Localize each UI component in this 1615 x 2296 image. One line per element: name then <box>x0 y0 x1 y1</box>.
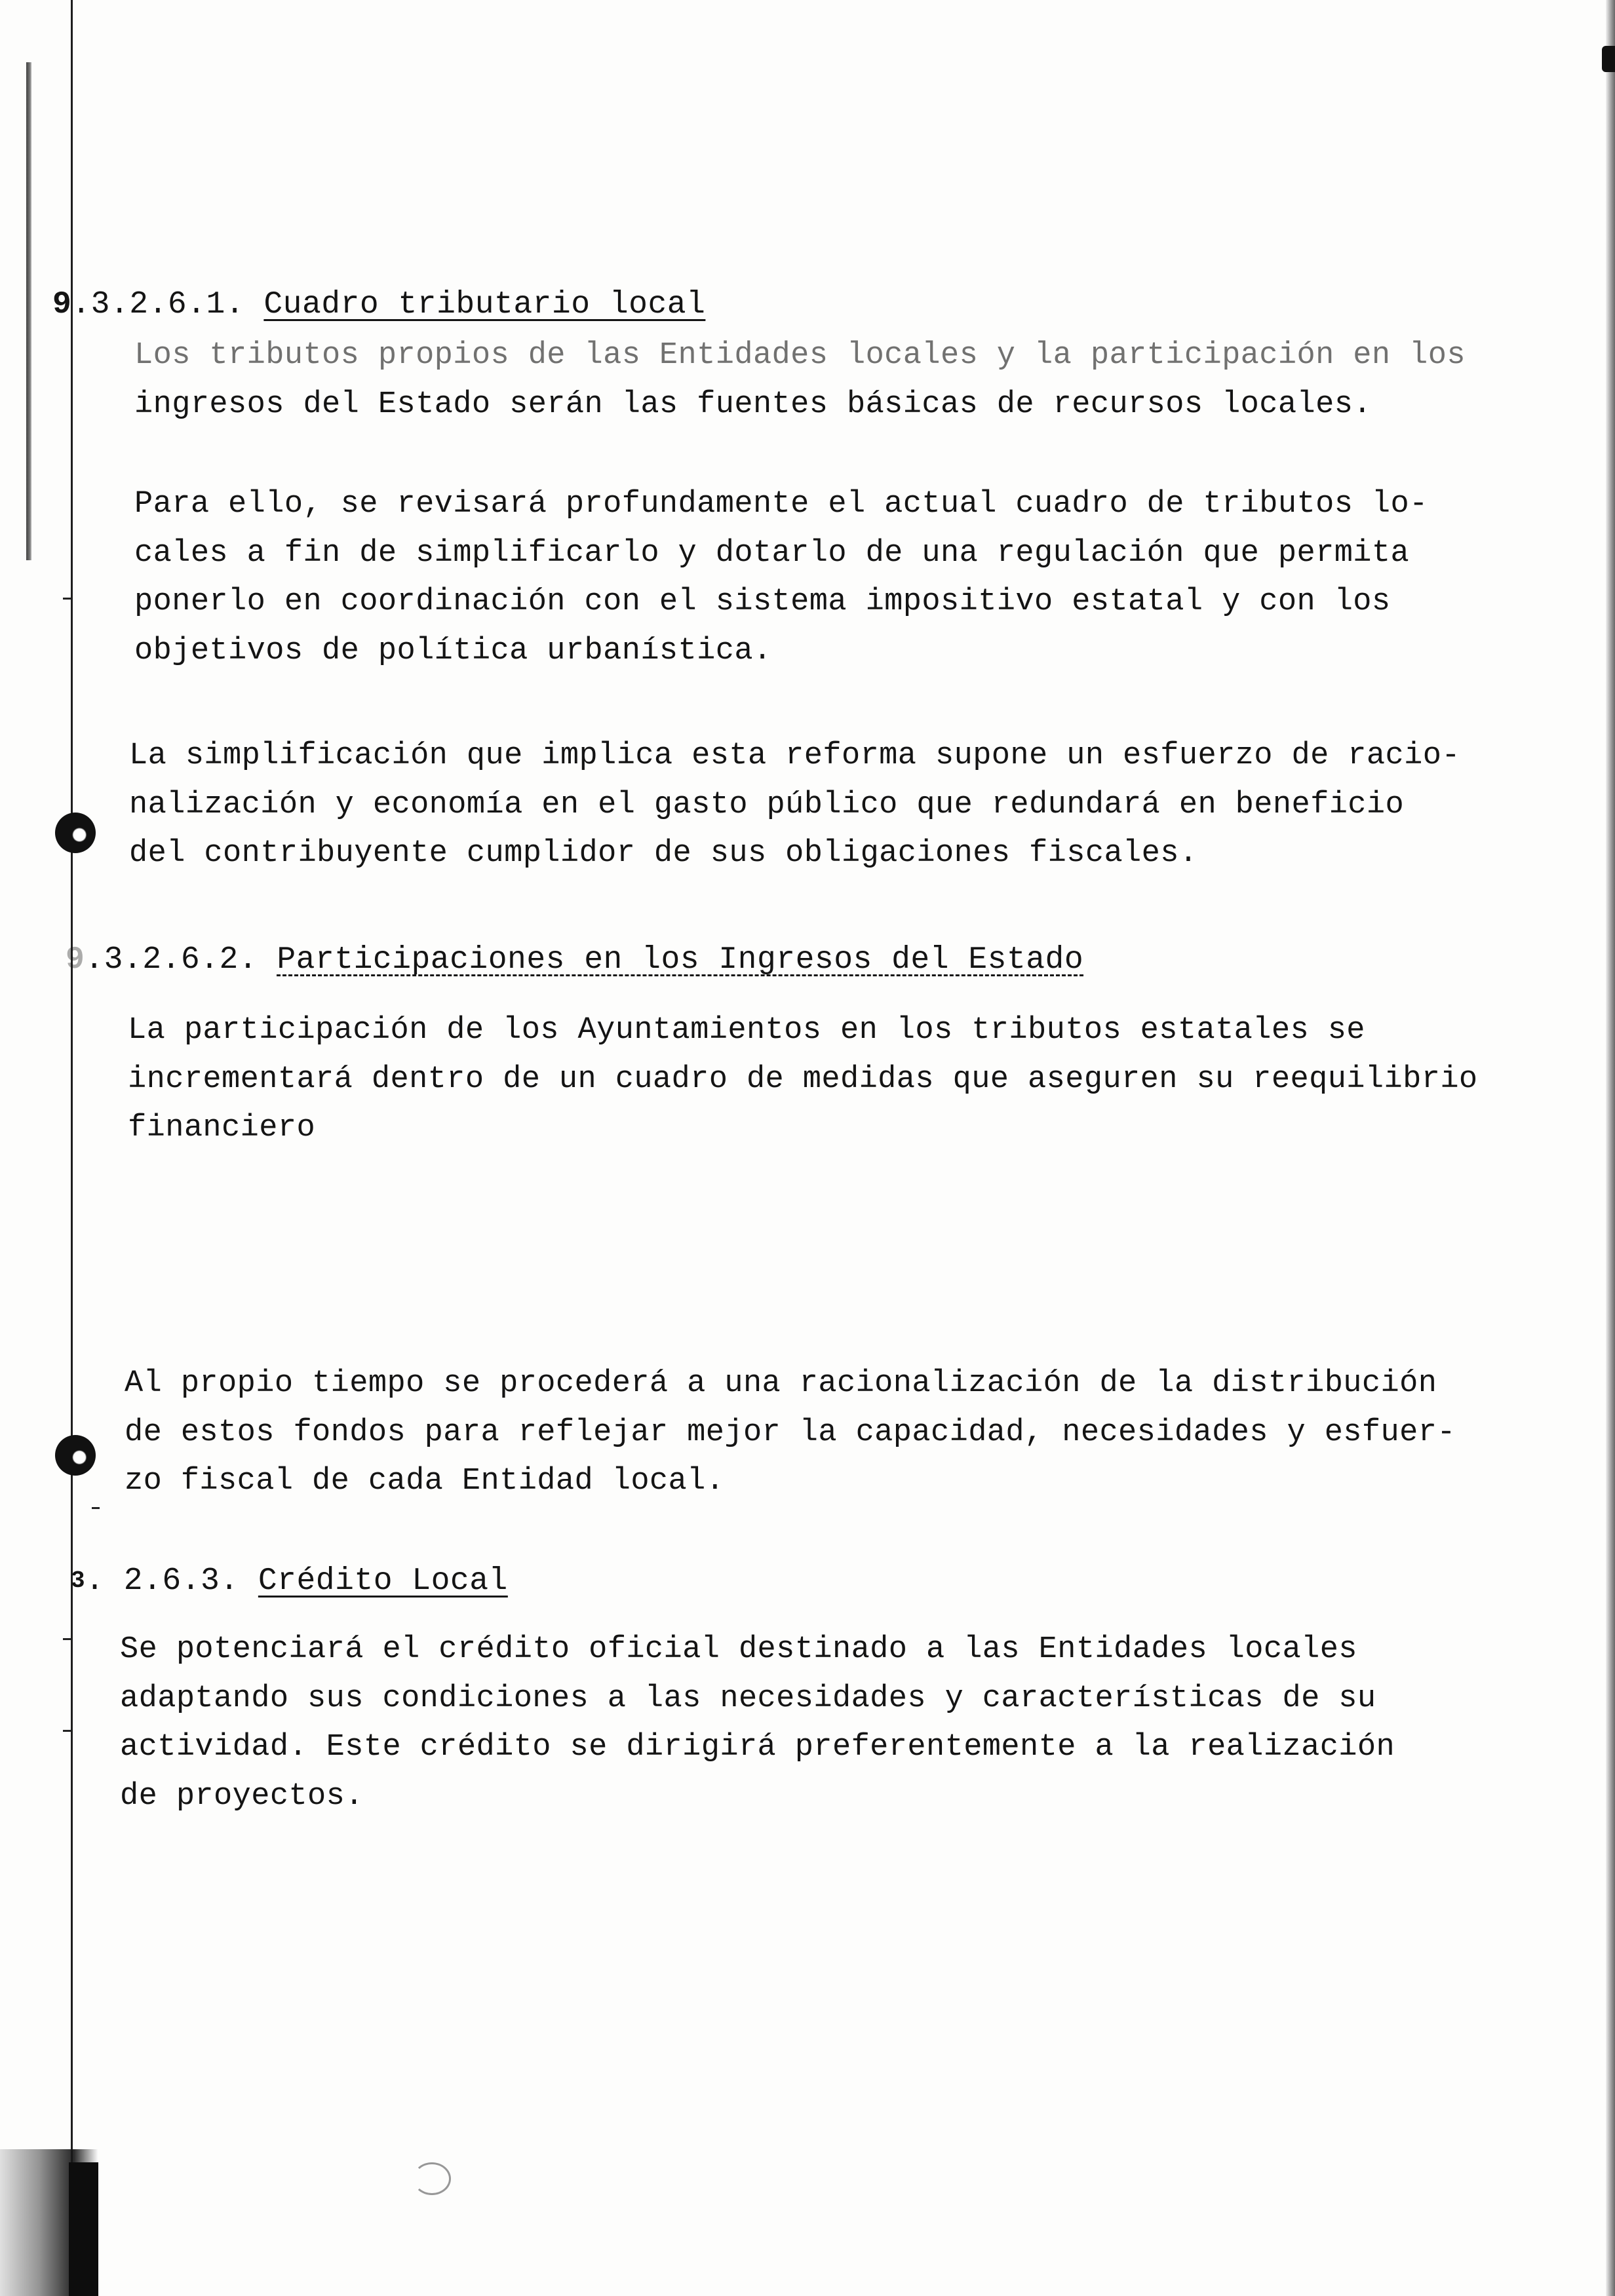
section-number: .3.2.6.2. <box>85 942 277 978</box>
section-number-prefix: 3 <box>71 1567 86 1594</box>
paragraph <box>125 1360 1456 1506</box>
paragraph-line: actividad. Este crédito se dirigirá preferentemente a la realización <box>120 1730 1395 1765</box>
section-number: . 2.6.3. <box>85 1563 258 1599</box>
binding-dark-corner <box>69 2162 98 2296</box>
paragraph <box>134 480 1428 676</box>
paragraph-line: Los tributos propios de las Entidades locales y la participación en los <box>134 338 1466 373</box>
punch-hole-lower <box>55 1435 96 1476</box>
margin-tick <box>63 1730 71 1732</box>
section-number-prefix: 9 <box>66 942 85 978</box>
paragraph <box>129 732 1460 879</box>
paragraph-line: ponerlo en coordinación con el sistema impositivo estatal y con los <box>134 584 1391 619</box>
paragraph-line: cales a fin de simplificarlo y dotarlo de una regulación que permita <box>134 535 1410 571</box>
paragraph <box>120 1626 1395 1821</box>
section-heading-2 <box>66 940 1083 980</box>
binding-edge-line <box>71 0 73 2296</box>
paragraph <box>134 332 1466 429</box>
paragraph-line: del contribuyente cumplidor de sus obligaciones fiscales. <box>129 836 1198 871</box>
section-title: Crédito Local <box>258 1563 508 1599</box>
section-heading-3 <box>71 1561 508 1601</box>
paragraph-line: Al propio tiempo se procederá a una racionalización de la distribución <box>125 1366 1437 1401</box>
paragraph-line: financiero <box>128 1111 316 1145</box>
section-number: .3.2.6.1. <box>71 287 264 322</box>
binding-shadow-top <box>26 62 31 560</box>
paragraph-line: Se potenciará el crédito oficial destinado a las Entidades locales <box>120 1632 1357 1667</box>
section-number-prefix: 9 <box>52 287 72 322</box>
paragraph-line: de proyectos. <box>120 1778 364 1814</box>
paragraph-line: ingresos del Estado serán las fuentes básicas de recursos locales. <box>134 387 1372 422</box>
paragraph-line: incrementará dentro de un cuadro de medidas que aseguren su reequilibrio <box>128 1062 1478 1097</box>
paragraph-line: adaptando sus condiciones a las necesidades y características de su <box>120 1681 1376 1716</box>
smudge-mark <box>413 2162 451 2195</box>
paragraph-line: Para ello, se revisará profundamente el actual cuadro de tributos lo- <box>134 487 1428 522</box>
margin-tick <box>92 1507 100 1509</box>
section-title: Participaciones en los Ingresos del Estado <box>277 942 1084 978</box>
margin-tick <box>63 598 71 600</box>
paragraph-line: La participación de los Ayuntamientos en los tributos estatales se <box>128 1013 1365 1048</box>
paragraph-line: nalización y economía en el gasto público que redundará en beneficio <box>129 787 1405 822</box>
paragraph-line: La simplificación que implica esta reforma supone un esfuerzo de racio- <box>129 738 1460 773</box>
paragraph-line: de estos fondos para reflejar mejor la capacidad, necesidades y esfuer- <box>125 1415 1456 1450</box>
punch-hole-upper <box>55 813 96 853</box>
right-page-edge <box>1606 0 1615 2296</box>
paragraph-line: zo fiscal de cada Entidad local. <box>125 1464 725 1499</box>
margin-tick <box>63 1638 71 1640</box>
section-title: Cuadro tributario local <box>263 287 706 322</box>
paragraph <box>128 1006 1478 1153</box>
section-heading-1 <box>52 285 705 324</box>
right-edge-notch <box>1602 46 1615 72</box>
paragraph-line: objetivos de política urbanística. <box>134 633 772 668</box>
